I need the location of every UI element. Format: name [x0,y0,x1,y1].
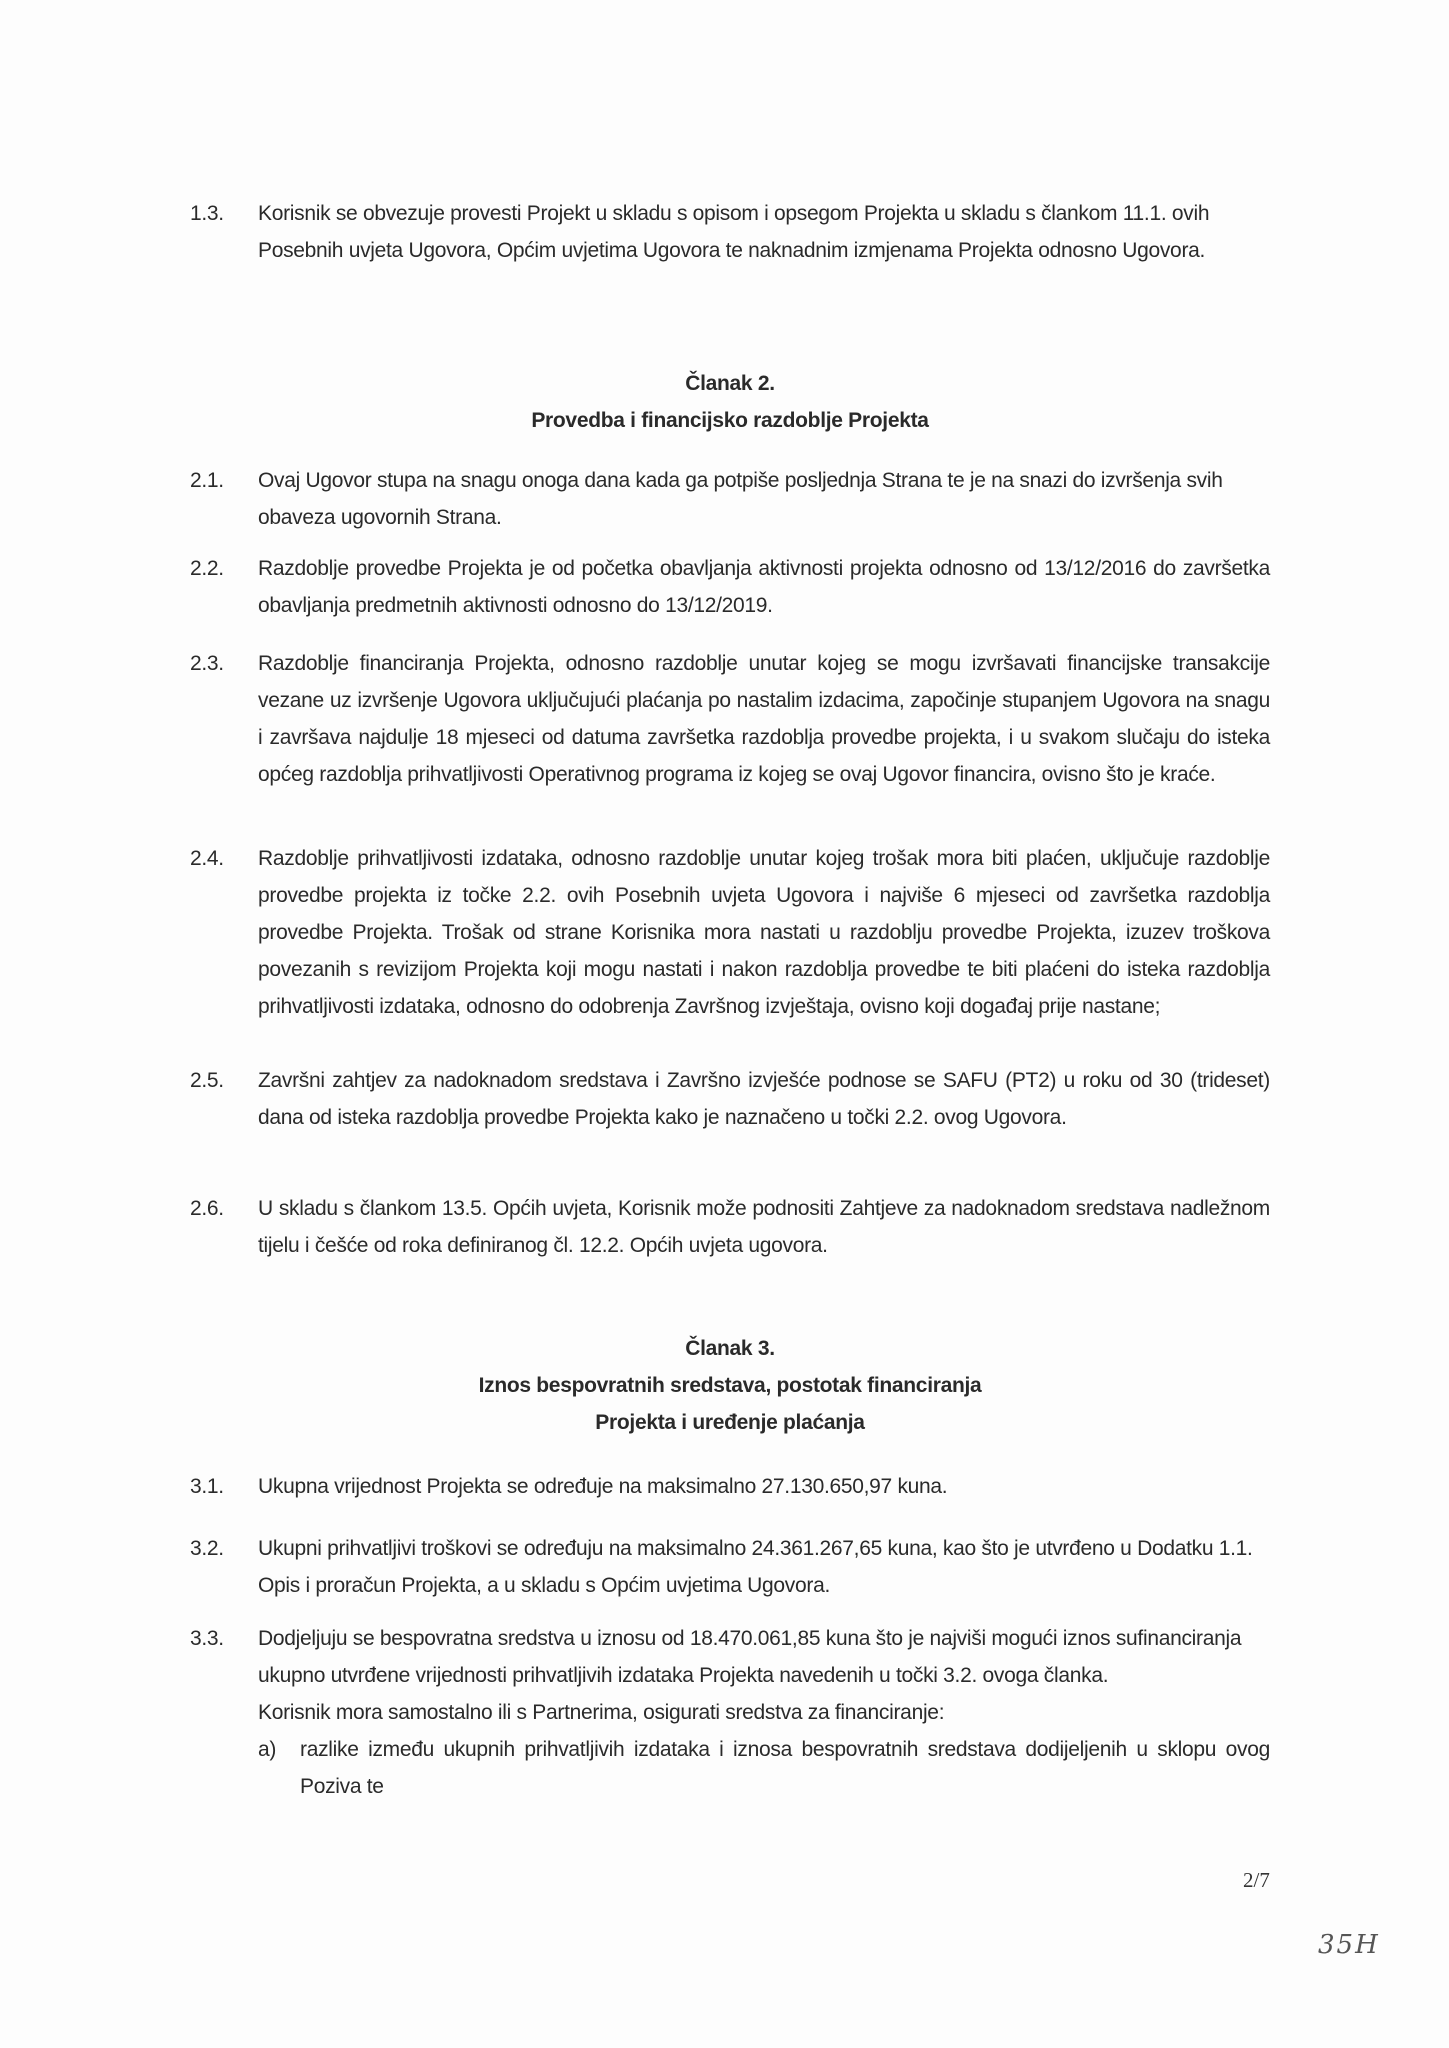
article-3-title: Članak 3. [685,1337,775,1360]
clause-text: Razdoblje financiranja Projekta, odnosno razdoblje unutar kojeg se mogu izvršavati financijske transakcije vezane uz izvršenje Ugovora uključujući plaćanja po nastalim izdacima, započinje stupanjem Ugovora na snagu i završava najdulje 18 mjeseci od datuma završetka razdoblja provedbe projekta, i u svakom slučaju do isteka općeg razdoblja prihvatljivosti Operativnog programa iz kojeg se ovaj Ugovor financira, ovisno što je kraće. [258,652,1270,786]
clause-2-1 [190,462,1270,536]
clause-2-2 [190,550,1270,624]
clause-text: Dodjeljuju se bespovratna sredstva u iznosu od 18.470.061,85 kuna što je najviši mogući iznos sufinanciranja ukupno utvrđene vrijednosti prihvatljivih izdataka Projekta navedenih u točki 3.2. ovoga članka. [258,1627,1242,1687]
article-2-title: Članak 2. [685,372,775,395]
clause-text: Ukupna vrijednost Projekta se određuje na maksimalno 27.130.650,97 kuna. [258,1475,948,1498]
article-3-subtitle-line1: Iznos bespovratnih sredstava, postotak financiranja [478,1374,982,1397]
clause-number: 3.3. [190,1627,224,1650]
clause-text: Razdoblje provedbe Projekta je od početka obavljanja aktivnosti projekta odnosno od 13/12/2016 do završetka obavljanja predmetnih aktivnosti odnosno do 13/12/2019. [258,557,1270,617]
clause-number: 2.3. [190,652,224,675]
clause-number: 2.2. [190,557,224,580]
clause-number: 2.5. [190,1069,224,1092]
clause-text: Razdoblje prihvatljivosti izdataka, odnosno razdoblje unutar kojeg trošak mora biti plaćen, uključuje razdoblje provedbe projekta iz točke 2.2. ovih Posebnih uvjeta Ugovora i najviše 6 mjeseci od završetka razdoblja provedbe Projekta. Trošak od strane Korisnika mora nastati u razdoblju provedbe Projekta, izuzev troškova povezanih s revizijom Projekta koji mogu nastati i nakon razdoblja provedbe te biti plaćeni do isteka razdoblja prihvatljivosti izdataka, odnosno do odobrenja Završnog izvještaja, ovisno koji događaj prije nastane; [258,847,1270,1018]
clause-3-3-followup: Korisnik mora samostalno ili s Partnerima, osigurati sredstva za financiranje: [258,1701,945,1724]
clause-2-6 [190,1190,1270,1264]
page-number: 2/7 [1243,1868,1270,1892]
handwritten-note: 35H [1318,1930,1380,1960]
clause-3-2 [190,1530,1270,1604]
clause-number: 1.3. [190,202,224,225]
clause-2-3 [190,645,1270,793]
list-item-text: razlike između ukupnih prihvatljivih izdataka i iznosa bespovratnih sredstava dodijeljenih u sklopu ovog Poziva te [300,1738,1270,1798]
clause-text: Ukupni prihvatljivi troškovi se određuju na maksimalno 24.361.267,65 kuna, kao što je utvrđeno u Dodatku 1.1. Opis i proračun Projekta, a u skladu s Općim uvjetima Ugovora. [258,1537,1253,1597]
clause-number: 2.6. [190,1197,224,1220]
list-item-a [258,1731,1270,1805]
clause-3-3 [190,1620,1270,1805]
article-3-subtitle-line2: Projekta i uređenje plaćanja [595,1411,865,1434]
clause-text: U skladu s člankom 13.5. Općih uvjeta, Korisnik može podnositi Zahtjeve za nadoknadom sredstava nadležnom tijelu i češće od roka definiranog čl. 12.2. Općih uvjeta ugovora. [258,1197,1270,1257]
clause-2-5 [190,1062,1270,1136]
clause-2-4 [190,840,1270,1025]
clause-number: 2.1. [190,469,224,492]
list-item-label: a) [258,1738,277,1761]
clause-number: 2.4. [190,847,224,870]
clause-1-3 [190,195,1270,269]
clause-number: 3.2. [190,1537,224,1560]
article-2-subtitle: Provedba i financijsko razdoblje Projekta [531,409,929,432]
clause-text: Završni zahtjev za nadoknadom sredstava i Završno izvješće podnose se SAFU (PT2) u roku od 30 (trideset) dana od isteka razdoblja provedbe Projekta kako je naznačeno u točki 2.2. ovog Ugovora. [258,1069,1270,1129]
clause-3-1 [190,1468,1270,1505]
clause-text: Ovaj Ugovor stupa na snagu onoga dana kada ga potpiše posljednja Strana te je na snazi do izvršenja svih obaveza ugovornih Strana. [258,469,1223,529]
clause-text: Korisnik se obvezuje provesti Projekt u skladu s opisom i opsegom Projekta u skladu s člankom 11.1. ovih Posebnih uvjeta Ugovora, Općim uvjetima Ugovora te naknadnim izmjenama Projekta odnosno Ugovora. [258,202,1210,262]
clause-number: 3.1. [190,1475,224,1498]
